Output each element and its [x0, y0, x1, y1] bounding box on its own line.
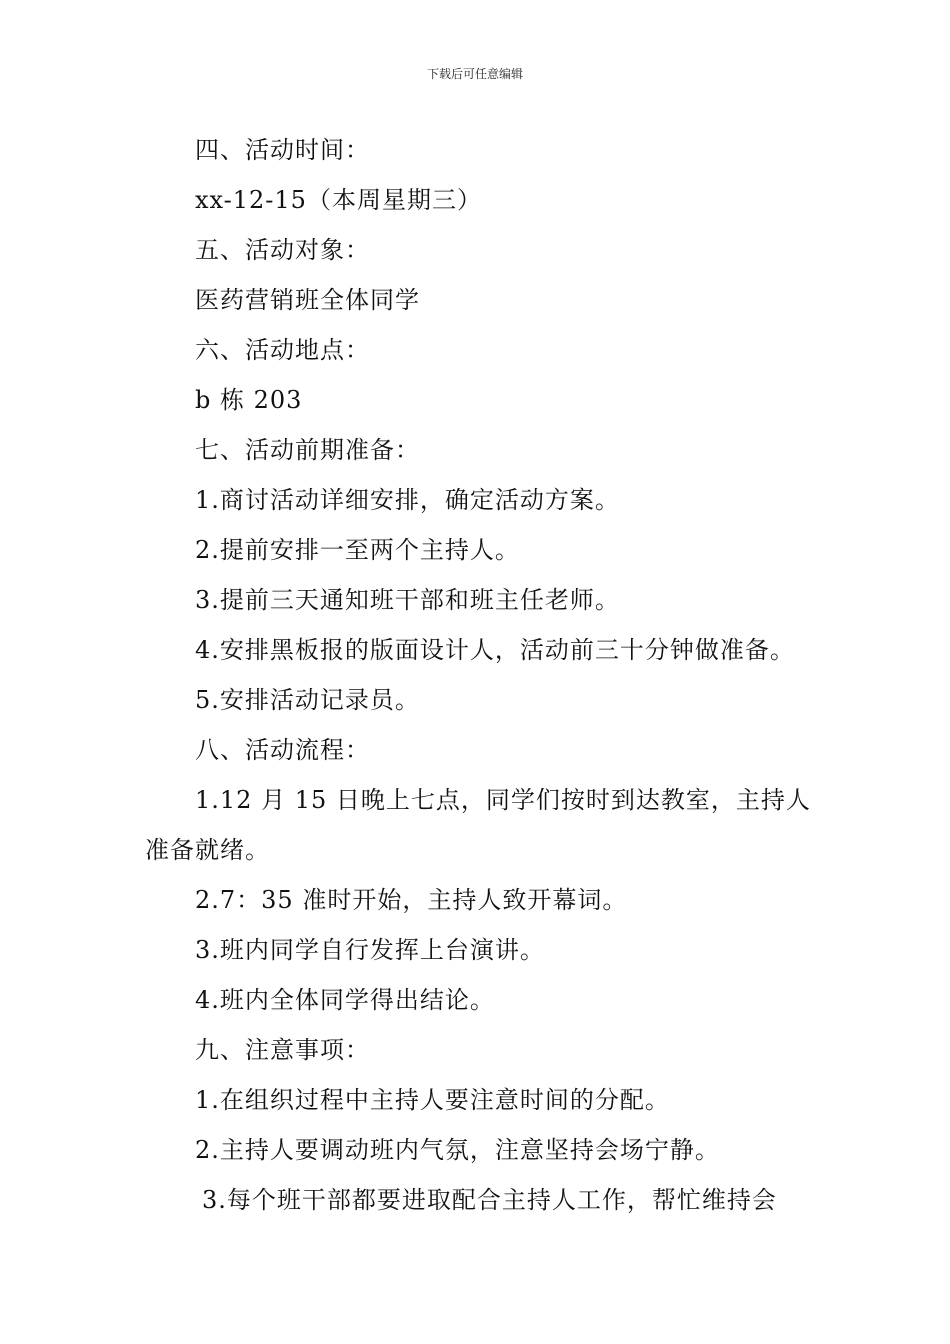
section-heading-audience: 五、活动对象： — [195, 236, 370, 264]
list-item: 3.提前三天通知班干部和班主任老师。 — [195, 586, 620, 614]
paragraph-audience: 医药营销班全体同学 — [195, 286, 420, 314]
section-heading-preparation: 七、活动前期准备： — [195, 436, 420, 464]
list-item: 1.商讨活动详细安排，确定活动方案。 — [195, 486, 620, 514]
document-body — [145, 125, 820, 1225]
section-heading-process: 八、活动流程： — [195, 736, 370, 764]
list-item: 5.安排活动记录员。 — [195, 686, 420, 714]
paragraph-location: b 栋 203 — [195, 386, 303, 414]
list-item: 1.在组织过程中主持人要注意时间的分配。 — [195, 1086, 670, 1114]
paragraph-time: xx-12-15（本周星期三） — [195, 186, 482, 214]
list-item-continuation: 准备就绪。 — [145, 836, 270, 864]
page-header-note: 下载后可任意编辑 — [426, 67, 523, 81]
list-item: 2.主持人要调动班内气氛，注意坚持会场宁静。 — [195, 1136, 720, 1164]
section-heading-time: 四、活动时间： — [195, 136, 370, 164]
list-item: 1.12 月 15 日晚上七点，同学们按时到达教室，主持人 — [195, 786, 811, 814]
list-item: 3.班内同学自行发挥上台演讲。 — [195, 936, 545, 964]
list-item: 4.安排黑板报的版面设计人，活动前三十分钟做准备。 — [195, 636, 795, 664]
section-heading-location: 六、活动地点： — [195, 336, 370, 364]
list-item: 2.提前安排一至两个主持人。 — [195, 536, 520, 564]
list-item: 3.每个班干部都要进取配合主持人工作，帮忙维持会 — [202, 1186, 777, 1214]
list-item: 4.班内全体同学得出结论。 — [195, 986, 495, 1014]
list-item: 2.7：35 准时开始，主持人致开幕词。 — [195, 886, 628, 914]
section-heading-notes: 九、注意事项： — [195, 1036, 370, 1064]
